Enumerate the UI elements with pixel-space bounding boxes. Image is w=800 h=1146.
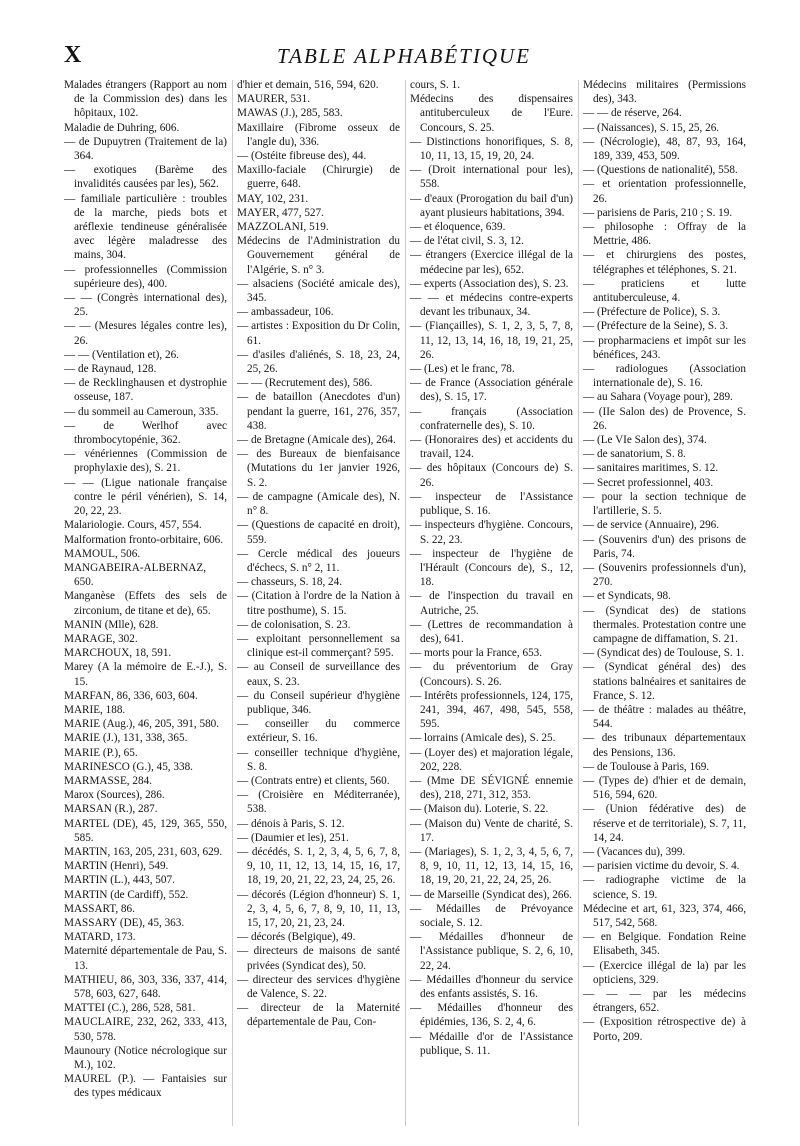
index-entry: MARIE (Aug.), 46, 205, 391, 580. (64, 718, 220, 731)
index-entry: — de Recklinghausen et dystrophie osseuse, 187. (64, 377, 227, 404)
index-entry: — lorrains (Amicale des), S. 25. (410, 732, 556, 745)
index-entry: — du sommeil au Cameroun, 335. (64, 405, 219, 418)
index-entry: — — (Mesures légales contre les), 26. (64, 320, 227, 347)
index-entry: MARTIN (L.), 443, 507. (64, 874, 175, 887)
index-entry: Maxillaire (Fibrome osseux de l'angle du), 336. (237, 121, 400, 148)
index-entry: — artistes : Exposition du Dr Colin, 61. (237, 320, 400, 347)
index-entry: — praticiens et lutte antituberculeuse, 4. (583, 277, 746, 305)
index-entry: MANIN (Mlle), 628. (64, 618, 159, 631)
index-entry: — (Syndicat des) de Toulouse, S. 1. (583, 647, 744, 660)
index-entry: — au Sahara (Voyage pour), 289. (583, 391, 733, 404)
index-entry: Maunoury (Notice nécrologique sur M.), 102. (64, 1044, 227, 1072)
index-entry: — — (Ligue nationale française contre le péril vénérien), S. 14, 20, 22, 23. (64, 476, 227, 518)
column-divider (578, 80, 579, 1126)
index-entry: cours, S. 1. (410, 79, 461, 91)
page-title: TABLE ALPHABÉTIQUE (277, 44, 531, 68)
index-entry: — pour la section technique de l'artillerie, S. 5. (583, 490, 746, 518)
index-entry: — (Questions de capacité en droit), 559. (237, 519, 400, 546)
index-entry: — de Marseille (Syndicat des), 266. (410, 888, 572, 901)
index-entry: — (Loyer des) et majoration légale, 202, 228. (410, 746, 573, 773)
index-entry: — (Lettres de recommandation à des), 641. (410, 618, 573, 645)
index-entry: — directeur des services d'hygiène de Valence, S. 22. (237, 973, 400, 1000)
index-entry: — des Bureaux de bienfaisance (Mutations du 1er janvier 1926, S. 2. (237, 448, 400, 489)
index-entry: MATHIEU, 86, 303, 336, 337, 414, 578, 603, 627, 648. (64, 973, 227, 1000)
index-entry: MAUCLAIRE, 232, 262, 333, 413, 530, 578. (64, 1016, 227, 1043)
index-entry: — — (Ventilation et), 26. (64, 348, 179, 361)
index-entry: — de Bretagne (Amicale des), 264. (237, 434, 396, 447)
index-entry: — (Droit international pour les), 558. (410, 164, 573, 191)
index-entry: — conseiller technique d'hygiène, S. 8. (237, 746, 400, 773)
index-entry: — alsaciens (Société amicale des), 345. (237, 277, 400, 305)
index-entry: MATARD, 173. (64, 931, 136, 944)
index-entry: — (Préfecture de la Seine), S. 3. (583, 320, 729, 333)
index-column-3 (410, 78, 573, 1128)
index-entry: — étrangers (Exercice illégal de la médecine par les), 652. (410, 249, 573, 276)
index-entry: Maladie de Duhring, 606. (64, 121, 180, 134)
index-entry: MARIE (P.), 65. (64, 746, 138, 759)
index-entry: — (Honoraires des) et accidents du travail, 124. (410, 434, 573, 461)
index-columns (64, 78, 746, 1128)
index-entry: — de Raynaud, 128. (64, 363, 157, 376)
index-entry: — (Maison du) Vente de charité, S. 17. (410, 817, 573, 844)
index-entry: — en Belgique. Fondation Reine Elisabeth, 345. (583, 931, 746, 958)
index-entry: Marey (A la mémoire de E.-J.), S. 15. (64, 661, 227, 688)
index-entry: — Médailles de Prévoyance sociale, S. 12. (410, 902, 573, 929)
index-entry: — Cercle médical des joueurs d'échecs, S. n° 2, 11. (237, 547, 400, 574)
index-entry: MASSARY (DE), 45, 363. (64, 916, 185, 929)
index-entry: — radiologues (Association internationale de), S. 16. (583, 363, 746, 390)
index-entry: Malformation fronto-orbitaire, 606. (64, 533, 224, 546)
index-entry: — — — par les médecins étrangers, 652. (583, 988, 746, 1015)
index-entry: MAUREL (P.). — Fantaisies sur des types médicaux (64, 1073, 227, 1100)
index-entry: — de Toulouse à Paris, 169. (583, 760, 710, 773)
index-entry: — de bataillon (Anecdotes d'un) pendant la guerre, 161, 276, 357, 438. (237, 391, 400, 432)
index-entry: — dénois à Paris, S. 12. (237, 817, 345, 830)
index-entry: — décorés (Belgique), 49. (237, 931, 356, 944)
index-entry: MAWAS (J.), 285, 583. (237, 107, 343, 120)
index-entry: — de Werlhof avec thrombocytopénie, 362. (64, 419, 227, 447)
index-entry: — Médailles d'honneur de l'Assistance publique, S. 2, 6, 10, 22, 24. (410, 931, 573, 972)
index-entry: MARTIN (Henri), 549. (64, 860, 169, 873)
index-entry: MAMOUL, 506. (64, 547, 141, 560)
index-entry: — — (Recrutement des), 586. (237, 377, 373, 390)
index-entry: — et chirurgiens des postes, télégraphes et téléphones, S. 21. (583, 249, 746, 276)
index-entry: MANGABEIRA-ALBERNAZ, 650. (64, 561, 207, 589)
index-entry: — décédés, S. 1, 2, 3, 4, 5, 6, 7, 8, 9, 10, 11, 12, 13, 14, 15, 16, 17, 18, 19, 20, 21, 22, 23, 24, 25, 26. (237, 845, 400, 887)
index-entry: — de colonisation, S. 23. (237, 618, 351, 631)
index-entry: — (Maison du). Loterie, S. 22. (410, 803, 549, 816)
index-entry: — Médailles d'honneur du service des enfants assistés, S. 16. (410, 973, 573, 1000)
index-entry: — (Naissances), S. 15, 25, 26. (583, 121, 720, 134)
index-entry: Médecins de l'Administration du Gouvernement général de l'Algérie, S. n° 3. (237, 235, 400, 276)
index-entry: — directeurs de maisons de santé privées (Syndicat des), 50. (237, 945, 400, 972)
index-entry: MAURER, 531. (237, 93, 311, 106)
index-entry: — (Union fédérative des) de réserve et de territoriale), S. 7, 11, 14, 24. (583, 803, 746, 844)
index-entry: — de France (Association générale des), S. 15, 17. (410, 377, 573, 404)
index-entry: MAZZOLANI, 519. (237, 221, 329, 234)
index-column-2 (237, 78, 400, 1128)
index-entry: — de sanatorium, S. 8. (583, 448, 686, 461)
index-entry: — au Conseil de surveillance des eaux, S. 23. (237, 661, 400, 688)
index-entry: Manganèse (Effets des sels de zirconium, de titane et de), 65. (64, 590, 227, 617)
index-entry: — — de réserve, 264. (583, 107, 682, 120)
index-entry: — (Les) et le franc, 78. (410, 363, 515, 376)
index-entry: — (Ostéite fibreuse des), 44. (237, 150, 367, 163)
index-entry: — (Questions de nationalité), 558. (583, 164, 738, 177)
index-column-4 (583, 78, 746, 1128)
index-entry: — radiographe victime de la science, S. 19. (583, 874, 746, 901)
index-entry: — de l'état civil, S. 3, 12. (410, 235, 524, 248)
index-entry: — du Conseil supérieur d'hygiène publique, 346. (237, 689, 400, 716)
index-entry: Maxillo-faciale (Chirurgie) de guerre, 648. (237, 164, 400, 191)
index-entry: — et orientation professionnelle, 26. (583, 178, 746, 205)
column-divider (232, 80, 233, 1126)
index-entry: — (Exposition rétrospective de) à Porto, 209. (583, 1016, 746, 1043)
index-entry: — (IIe Salon des) de Provence, S. 26. (583, 405, 746, 432)
index-entry: Malades étrangers (Rapport au nom de la Commission des) dans les hôpitaux, 102. (64, 79, 227, 120)
index-entry: — directeur de la Maternité départementale de Pau, Con- (237, 1002, 400, 1029)
index-entry: — — et médecins contre-experts devant les tribunaux, 34. (410, 292, 573, 319)
index-entry: MASSART, 86. (64, 902, 135, 915)
index-entry: — inspecteur de l'Assistance publique, S. 16. (410, 490, 573, 518)
index-entry: MARIE, 188. (64, 703, 126, 716)
index-entry: — (Mme DE SÉVIGNÉ ennemie des), 218, 271, 312, 353. (410, 774, 573, 802)
index-entry: Médecins militaires (Permissions des), 343. (583, 79, 746, 106)
index-entry: — parisiens de Paris, 210 ; S. 19. (583, 206, 733, 219)
index-entry: d'hier et demain, 516, 594, 620. (237, 79, 379, 91)
index-entry: — (Le VIe Salon des), 374. (583, 434, 707, 447)
index-entry: — français (Association confraternelle des), S. 10. (410, 405, 573, 432)
index-entry: — chasseurs, S. 18, 24. (237, 576, 343, 589)
index-entry: MARSAN (R.), 287. (64, 803, 158, 816)
index-entry: — experts (Association des), S. 23. (410, 277, 569, 290)
index-entry: — des hôpitaux (Concours de) S. 26. (410, 462, 573, 489)
index-entry: — (Fiançailles), S. 1, 2, 3, 5, 7, 8, 11, 12, 13, 14, 16, 18, 19, 21, 25, 26. (410, 320, 573, 361)
index-entry: — morts pour la France, 653. (410, 647, 543, 660)
index-entry: — Médailles d'honneur des épidémies, 136, S. 2, 4, 6. (410, 1002, 573, 1029)
index-entry: — inspecteur de l'hygiène de l'Hérault (Concours de), S., 12, 18. (410, 547, 573, 589)
index-entry: — — (Congrès international des), 25. (64, 292, 227, 319)
index-entry: — (Daumier et les), 251. (237, 831, 349, 844)
index-entry: — (Mariages), S. 1, 2, 3, 4, 5, 6, 7, 8, 9, 10, 11, 12, 13, 14, 15, 16, 18, 19, 20, 21, 22, 24, 25, 26. (410, 845, 573, 887)
index-entry: Maternité départementale de Pau, S. 13. (64, 945, 227, 972)
index-entry: MARFAN, 86, 336, 603, 604. (64, 689, 198, 702)
index-entry: — (Citation à l'ordre de la Nation à titre posthume), S. 15. (237, 590, 400, 617)
index-entry: MARAGE, 302. (64, 632, 138, 645)
index-entry: — inspecteurs d'hygiène. Concours, S. 22, 23. (410, 519, 573, 546)
index-entry: MARCHOUX, 18, 591. (64, 647, 172, 660)
index-entry: — ambassadeur, 106. (237, 306, 334, 319)
page-header (64, 40, 744, 74)
index-entry: — (Syndicat général des) des stations balnéaires et sanitaires de France, S. 12. (583, 661, 746, 702)
page-number: X (64, 42, 83, 68)
index-entry: MARTIN (de Cardiff), 552. (64, 888, 189, 901)
index-entry: Malariologie. Cours, 457, 554. (64, 519, 202, 532)
index-entry: — (Nécrologie), 48, 87, 93, 164, 189, 339, 453, 509. (583, 135, 746, 163)
index-entry: — d'asiles d'aliénés, S. 18, 23, 24, 25, 26. (237, 348, 400, 376)
index-entry: — (Exercice illégal de la) par les opticiens, 329. (583, 959, 746, 986)
index-entry: — de théâtre : malades au théâtre, 544. (583, 703, 746, 731)
index-entry: — parisien victime du devoir, S. 4. (583, 860, 740, 873)
index-entry: MAYER, 477, 527. (237, 206, 324, 219)
index-entry: MAY, 102, 231. (237, 192, 309, 205)
index-entry: — sanitaires maritimes, S. 12. (583, 462, 719, 475)
index-entry: MARMASSE, 284. (64, 774, 152, 787)
column-divider (405, 80, 406, 1126)
index-entry: — de campagne (Amicale des), N. n° 8. (237, 490, 400, 518)
index-entry: — Intérêts professionnels, 124, 175, 241, 394, 467, 498, 545, 558, 595. (410, 689, 573, 731)
index-entry: Médecine et art, 61, 323, 374, 466, 517, 542, 568. (583, 902, 746, 929)
index-entry: MARTEL (DE), 45, 129, 365, 550, 585. (64, 817, 227, 844)
index-entry: — (Souvenirs d'un) des prisons de Paris, 74. (583, 533, 746, 560)
index-entry: — (Contrats entre) et clients, 560. (237, 774, 390, 787)
index-entry: MARIE (J.), 131, 338, 365. (64, 732, 188, 745)
index-entry: — (Souvenirs professionnels d'un), 270. (583, 561, 746, 589)
index-entry: — (Syndicat des) de stations thermales. Protestation contre une campagne de diffamation, S. 21. (583, 604, 746, 645)
index-entry: MATTEI (C.), 286, 528, 581. (64, 1002, 196, 1015)
index-entry: — et Syndicats, 98. (583, 590, 671, 603)
index-entry: — et éloquence, 639. (410, 221, 506, 234)
index-entry: — du préventorium de Gray (Concours). S. 26. (410, 661, 573, 688)
index-entry: — vénériennes (Commission de prophylaxie des), S. 21. (64, 448, 227, 475)
index-entry: — conseiller du commerce extérieur, S. 16. (237, 718, 400, 745)
index-entry: MARTIN, 163, 205, 231, 603, 629. (64, 845, 223, 858)
index-entry: — d'eaux (Prorogation du bail d'un) ayant plusieurs habitations, 394. (410, 192, 573, 219)
index-entry: — Médaille d'or de l'Assistance publique, S. 11. (410, 1030, 573, 1057)
index-entry: — Distinctions honorifiques, S. 8, 10, 11, 13, 15, 19, 20, 24. (410, 135, 573, 163)
index-entry: — (Types de) d'hier et de demain, 516, 594, 620. (583, 774, 746, 802)
index-entry: — (Préfecture de Police), S. 3. (583, 306, 721, 319)
index-entry: — exotiques (Barème des invalidités causées par les), 562. (64, 164, 227, 191)
index-column-1 (64, 78, 227, 1128)
index-entry: — exploitant personnellement sa clinique est-il commerçant? 595. (237, 632, 400, 660)
index-entry: — de Dupuytren (Traitement de la) 364. (64, 135, 227, 163)
index-entry: — (Croisière en Méditerranée), 538. (237, 789, 400, 816)
index-entry: — décorés (Légion d'honneur) S. 1, 2, 3, 4, 5, 6, 7, 8, 9, 10, 11, 13, 15, 17, 20, 21, 23, 24. (237, 888, 400, 929)
index-entry: — philosophe : Offray de la Mettrie, 486. (583, 221, 746, 248)
index-entry: — de l'inspection du travail en Autriche, 25. (410, 590, 573, 617)
index-entry: — de service (Annuaire), 296. (583, 519, 720, 532)
index-entry: — propharmaciens et impôt sur les bénéfices, 243. (583, 334, 746, 361)
index-entry: — familiale particulière : troubles de la marche, pieds bots et aréflexie tendineuse généralisée avec légère maladresse des mains, 304. (64, 192, 227, 262)
index-entry: MARINESCO (G.), 45, 338. (64, 760, 193, 773)
index-entry: Marox (Sources), 286. (64, 789, 165, 802)
index-entry: — Secret professionnel, 403. (583, 476, 714, 489)
index-entry: Médecins des dispensaires antituberculeux de l'Eure. Concours, S. 25. (410, 93, 573, 134)
index-entry: — (Vacances du), 399. (583, 845, 686, 858)
index-entry: — des tribunaux départementaux des Pensions, 136. (583, 732, 746, 759)
index-entry: — professionnelles (Commission supérieure des), 400. (64, 263, 227, 290)
